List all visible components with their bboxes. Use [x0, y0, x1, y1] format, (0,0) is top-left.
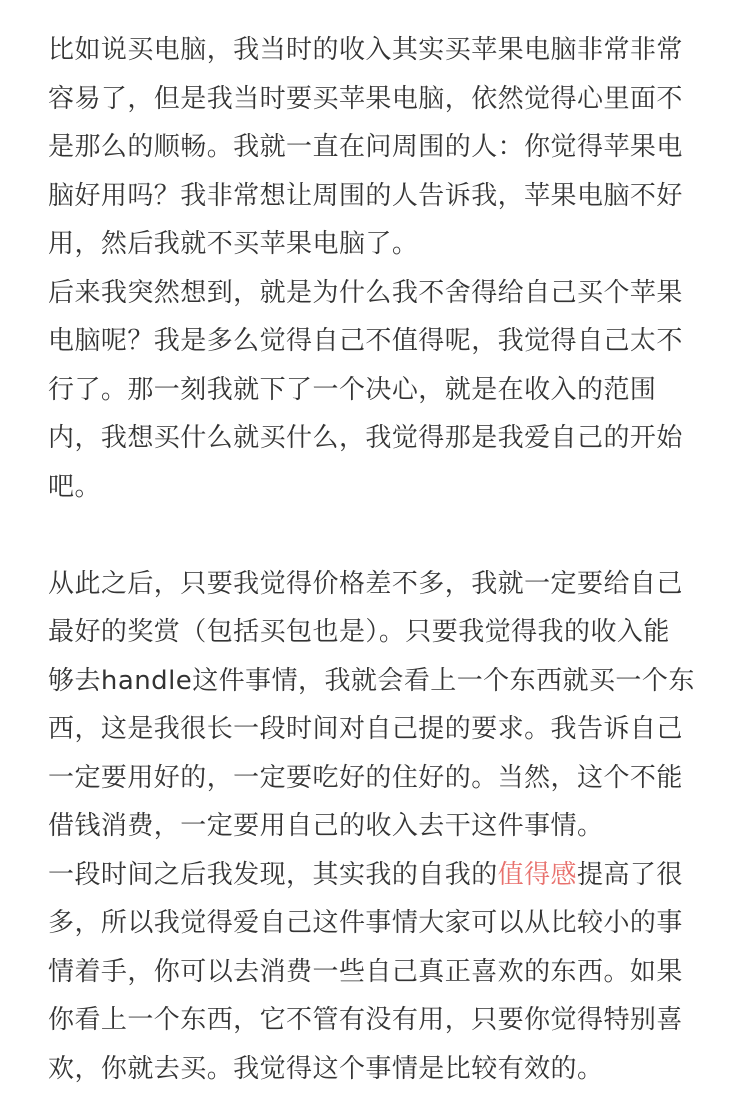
- text-line: [48, 851, 708, 900]
- text-line: 用，然后我就不买苹果电脑了。: [48, 229, 419, 259]
- paragraph-reward-self: [48, 560, 708, 851]
- text-line: 比如说买电脑，我当时的收入其实买苹果电脑非常非常: [48, 35, 683, 65]
- text-line: 欢，你就去买。我觉得这个事情是比较有效的。: [48, 1053, 604, 1084]
- text-line: 电脑呢？我是多么觉得自己不值得呢，我觉得自己太不: [48, 326, 683, 356]
- text-line: 脑好用吗？我非常想让周围的人告诉我，苹果电脑不好: [48, 180, 683, 211]
- text-line: 多，所以我觉得爱自己这件事情大家可以从比较小的事: [48, 908, 683, 938]
- text-line: 最好的奖赏（包括买包也是）。只要我觉得我的收入能: [48, 617, 670, 647]
- paragraph-spacer: [48, 511, 708, 560]
- text-line: 容易了，但是我当时要买苹果电脑，依然觉得心里面不: [48, 83, 683, 114]
- text-segment: 一段时间之后我发现，其实我的自我的: [48, 859, 498, 890]
- text-line: 够去handle这件事情，我就会看上一个东西就买一个东: [48, 665, 695, 696]
- highlighted-keyword: 值得感: [497, 859, 578, 890]
- article-body: [48, 26, 708, 1093]
- text-line: 西，这是我很长一段时间对自己提的要求。我告诉自己: [48, 714, 683, 744]
- text-line: 一定要用好的，一定要吃好的住好的。当然，这个不能: [48, 762, 683, 793]
- text-segment: 提高了很: [577, 859, 683, 890]
- text-line: 从此之后，只要我觉得价格差不多，我就一定要给自己: [48, 568, 683, 599]
- text-line: 你看上一个东西，它不管有没有用，只要你觉得特别喜: [48, 1005, 683, 1035]
- text-line: 吧。: [48, 471, 101, 502]
- text-line: 情着手，你可以去消费一些自己真正喜欢的东西。如果: [48, 956, 683, 987]
- paragraph-realization: [48, 269, 708, 512]
- text-line: 是那么的顺畅。我就一直在问周围的人：你觉得苹果电: [48, 132, 683, 162]
- text-line: 借钱消费，一定要用自己的收入去干这件事情。: [48, 811, 604, 841]
- text-line: 行了。那一刻我就下了一个决心，就是在收入的范围: [48, 374, 657, 405]
- text-line: 后来我突然想到，就是为什么我不舍得给自己买个苹果: [48, 277, 683, 308]
- paragraph-buying-computer: [48, 26, 708, 269]
- text-line: 内，我想买什么就买什么，我觉得那是我爱自己的开始: [48, 423, 683, 453]
- paragraph-sense-of-worth: [48, 851, 708, 1094]
